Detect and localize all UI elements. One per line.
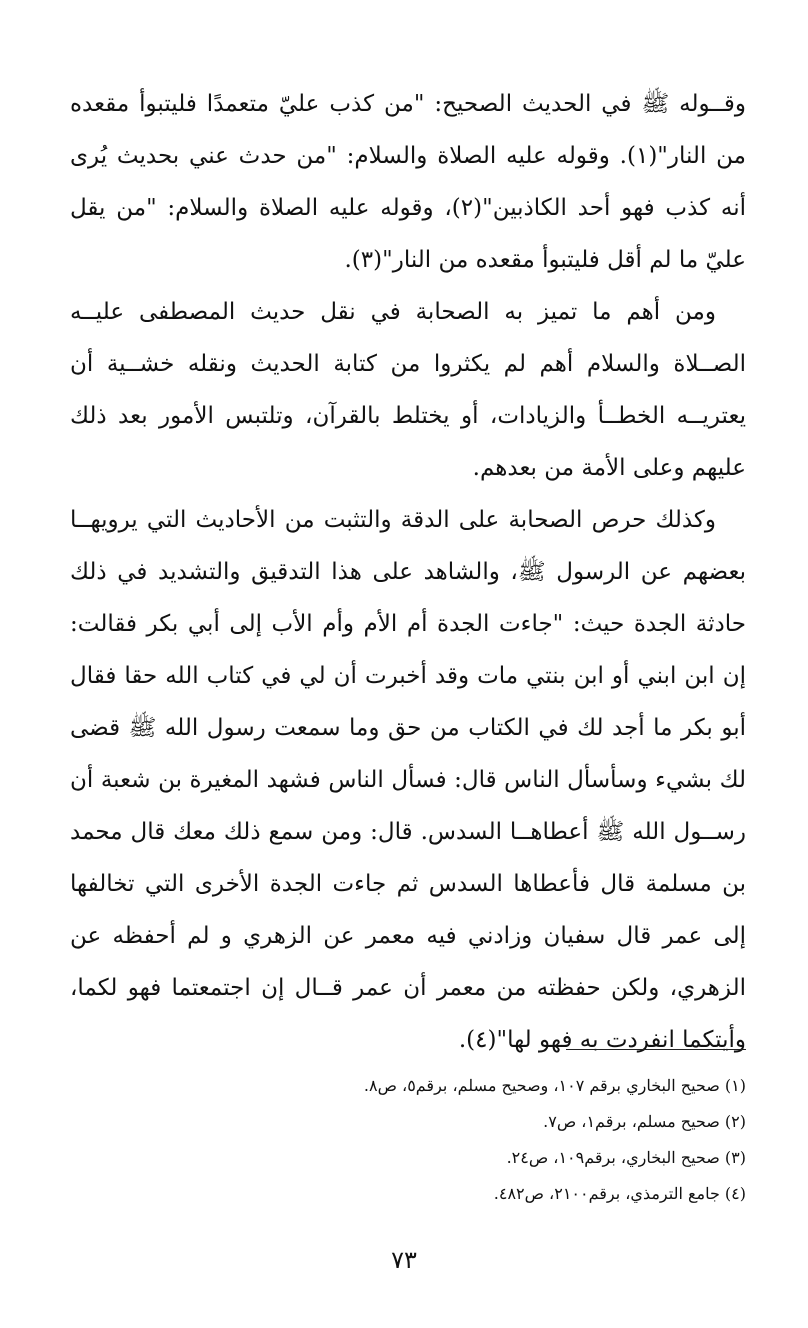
page-number: ٧٣ [391,1246,417,1274]
paragraph: ومن أهم ما تميز به الصحابة في نقل حديث المصطفى عليــه الصــلاة والسلام أهم لم يكثروا من كتابة الحديث ونقله خشــية أن يعتريــه الخطــأ والزيادات، أو يختلط بالقرآن، وتلتبس الأمور بعد ذلك عليهم وعلى الأمة من بعدهم. [70,299,746,481]
footnote: (٢) صحيح مسلم، برقم١، ص٧. [543,1112,746,1131]
footnotes [70,1068,746,1212]
main-text [70,78,746,1066]
footnote-separator [566,1049,746,1050]
paragraph: وقــوله ﷺ في الحديث الصحيح: "من كذب عليّ متعمدًا فليتبوأ مقعده من النار"(١). وقوله عليه الصلاة والسلام: "من حدث عني بحديث يُرى أنه كذب فهو أحد الكاذبين"(٢)، وقوله عليه الصلاة والسلام: "من يقل عليّ ما لم أقل فليتبوأ مقعده من النار"(٣). [70,91,746,273]
footnote: (١) صحيح البخاري برقم ١٠٧، وصحيح مسلم، برقم٥، ص٨. [363,1076,746,1095]
footnote: (٤) جامع الترمذي، برقم٢١٠٠، ص٤٨٢. [493,1184,746,1203]
paragraph: وكذلك حرص الصحابة على الدقة والتثبت من الأحاديث التي يرويهــا بعضهم عن الرسول ﷺ، والشاهد على هذا التدقيق والتشديد في ذلك حادثة الجدة حيث: "جاءت الجدة أم الأم وأم الأب إلى أبي بكر فقالت: إن ابن ابني أو ابن بنتي مات وقد أخبرت أن لي في كتاب الله حقا فقال أبو بكر ما أجد لك في الكتاب من حق وما سمعت رسول الله ﷺ قضى لك بشيء وسأسأل الناس قال: فسأل الناس فشهد المغيرة بن شعبة أن رســول الله ﷺ أعطاهــا السدس. قال: ومن سمع ذلك معك قال محمد بن مسلمة قال فأعطاها السدس ثم جاءت الجدة الأخرى التي تخالفها إلى عمر قال سفيان وزادني فيه معمر عن الزهري و لم أحفظه عن الزهري، ولكن حفظته من معمر أن عمر قــال إن اجتمعتما فهو لكما، وأيتكما انفردت به فهو لها"(٤). [70,507,746,1053]
footnote: (٣) صحيح البخاري، برقم١٠٩، ص٢٤. [506,1148,746,1167]
